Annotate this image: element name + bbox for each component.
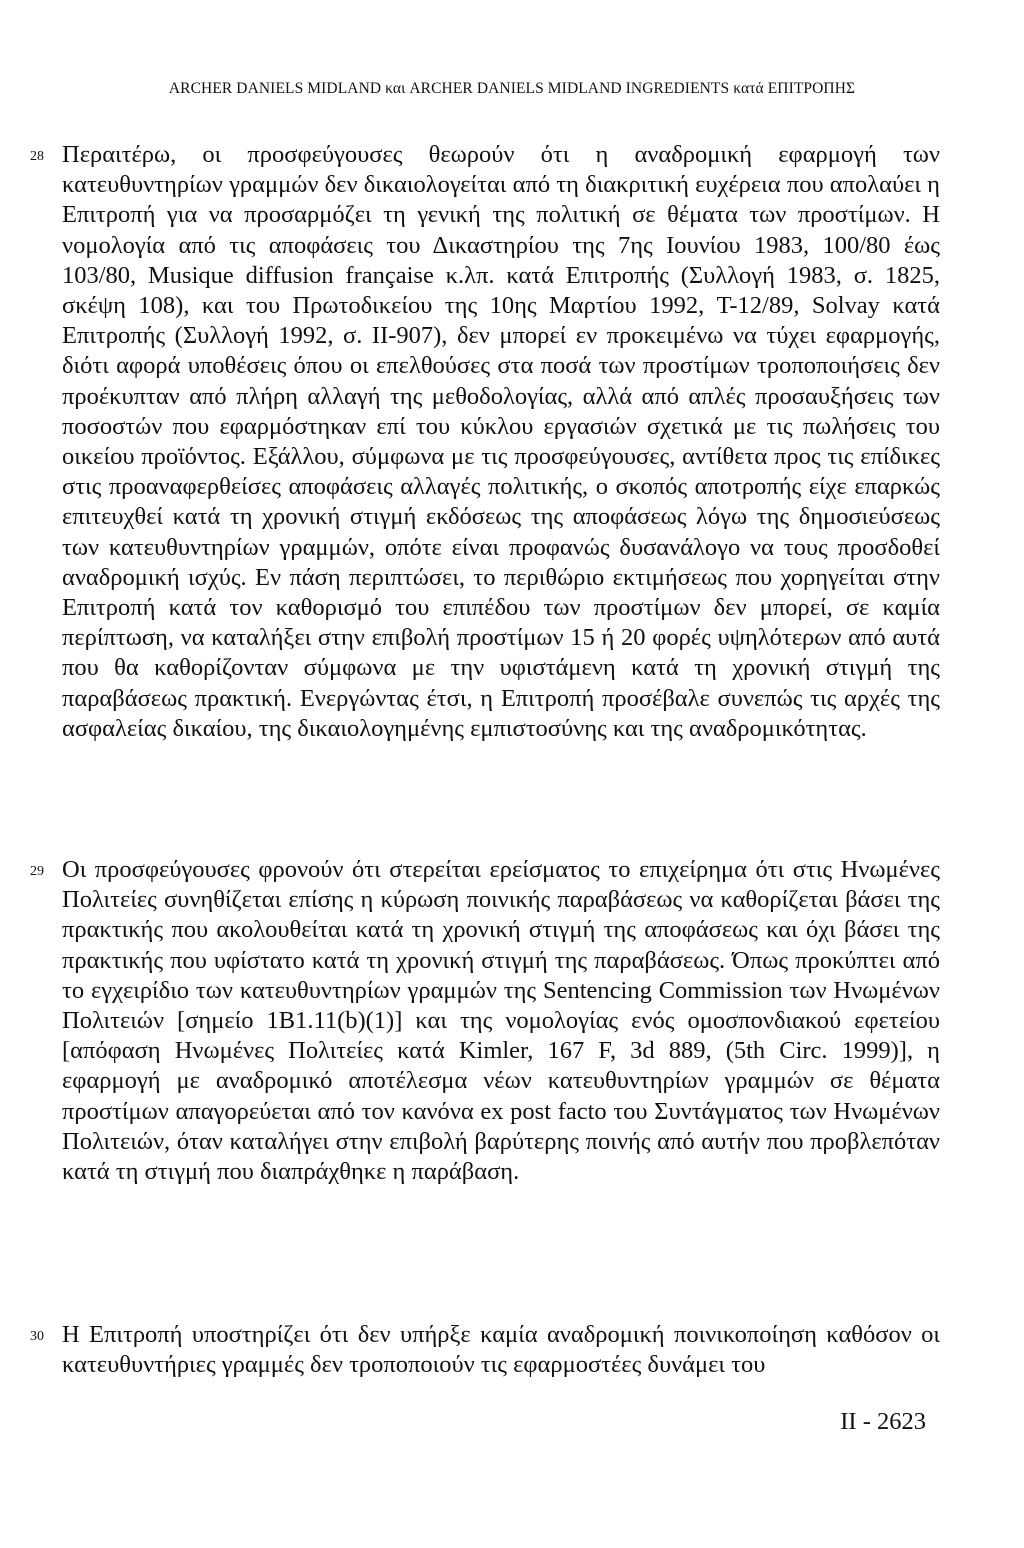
paragraph-number: 30: [30, 1329, 44, 1344]
paragraph-text: Η Επιτροπή υποστηρίζει ότι δεν υπήρξε καμία αναδρομική ποινικοποίηση καθόσον οι κατευθυντήριες γραμμές δεν τροποποιούν τις εφαρμοστέες δυνάμει του: [62, 1321, 940, 1379]
page-number: II - 2623: [840, 1408, 926, 1435]
paragraph-number: 28: [30, 149, 44, 164]
running-header: ARCHER DANIELS MIDLAND και ARCHER DANIELS MIDLAND INGREDIENTS κατά ΕΠΙΤΡΟΠΗΣ: [168, 80, 856, 97]
paragraph-text: Περαιτέρω, οι προσφεύγουσες θεωρούν ότι η αναδρομική εφαρμογή των κατευθυντηρίων γραμμών δεν δικαιολογείται από τη διακριτική ευχέρεια που απολαύει η Επιτροπή για να προσαρμόζει τη γενική της πολιτική σε θέματα των προστίμων. Η νομολογία από τις αποφάσεις του Δικαστηρίου της 7ης Ιουνίου 1983, 100/80 έως 103/80, Musique diffusion française κ.λπ. κατά Επιτροπής (Συλλογή 1983, σ. 1825, σκέψη 108), και του Πρωτοδικείου της 10ης Μαρτίου 1992, T-12/89, Solvay κατά Επιτροπής (Συλλογή 1992, σ. II-907), δεν μπορεί εν προκειμένω να τύχει εφαρμογής, διότι αφορά υποθέσεις όπου οι επελθούσες στα ποσά των προστίμων τροποποιήσεις δεν προέκυπταν από πλήρη αλλαγή της μεθοδολογίας, αλλά από απλές προσαυξήσεις των ποσοστών που εφαρμόστηκαν επί του κύκλου εργασιών σχετικά με τις πωλήσεις του οικείου προϊόντος. Εξάλλου, σύμφωνα με τις προσφεύγουσες, αντίθετα προς τις επίδικες στις προαναφερθείσες αποφάσεις αλλαγές πολιτικής, ο σκοπός αποτροπής είχε επαρκώς επιτευχθεί κατά τη χρονική στιγμή εκδόσεως της αποφάσεως λόγω της δημοσιεύσεως των κατευθυντηρίων γραμμών, οπότε είναι προφανώς δυσανάλογο να τους προσδοθεί αναδρομική ισχύς. Εν πάση περιπτώσει, το περιθώριο εκτιμήσεως που χορηγείται στην Επιτροπή κατά τον καθορισμό του επιπέδου των προστίμων δεν μπορεί, σε καμία περίπτωση, να καταλήξει στην επιβολή προστίμων 15 ή 20 φορές υψηλότερων από αυτά που θα καθορίζονταν σύμφωνα με την υφιστάμενη κατά τη χρονική στιγμή της παραβάσεως πρακτική. Ενεργώντας έτσι, η Επιτροπή προσέβαλε συνεπώς τις αρχές της ασφαλείας δικαίου, της δικαιολογημένης εμπιστοσύνης και της αναδρομικότητας.: [62, 141, 940, 742]
paragraph-number: 29: [30, 864, 44, 879]
paragraph-text: Οι προσφεύγουσες φρονούν ότι στερείται ερείσματος το επιχείρημα ότι στις Ηνωμένες Πολιτείες συνηθίζεται επίσης η κύρωση ποινικής παραβάσεως να καθορίζεται βάσει της πρακτικής που ακολουθείται κατά τη χρονική στιγμή της αποφάσεως και όχι βάσει της πρακτικής που υφίστατο κατά τη χρονική στιγμή της παραβάσεως. Όπως προκύπτει από το εγχειρίδιο των κατευθυντηρίων γραμμών της Sentencing Commission των Ηνωμένων Πολιτειών [σημείο 1B1.11(b)(1)] και της νομολογίας ενός ομοσπονδιακού εφετείου [απόφαση Ηνωμένες Πολιτείες κατά Kimler, 167 F, 3d 889, (5th Circ. 1999)], η εφαρμογή με αναδρομικό αποτέλεσμα νέων κατευθυντηρίων γραμμών σε θέματα προστίμων απαγορεύεται από τον κανόνα ex post facto του Συντάγματος των Ηνωμένων Πολιτειών, όταν καταλήγει στην επιβολή βαρύτερης ποινής από αυτήν που προβλεπόταν κατά τη στιγμή που διαπράχθηκε η παράβαση.: [62, 856, 940, 1186]
